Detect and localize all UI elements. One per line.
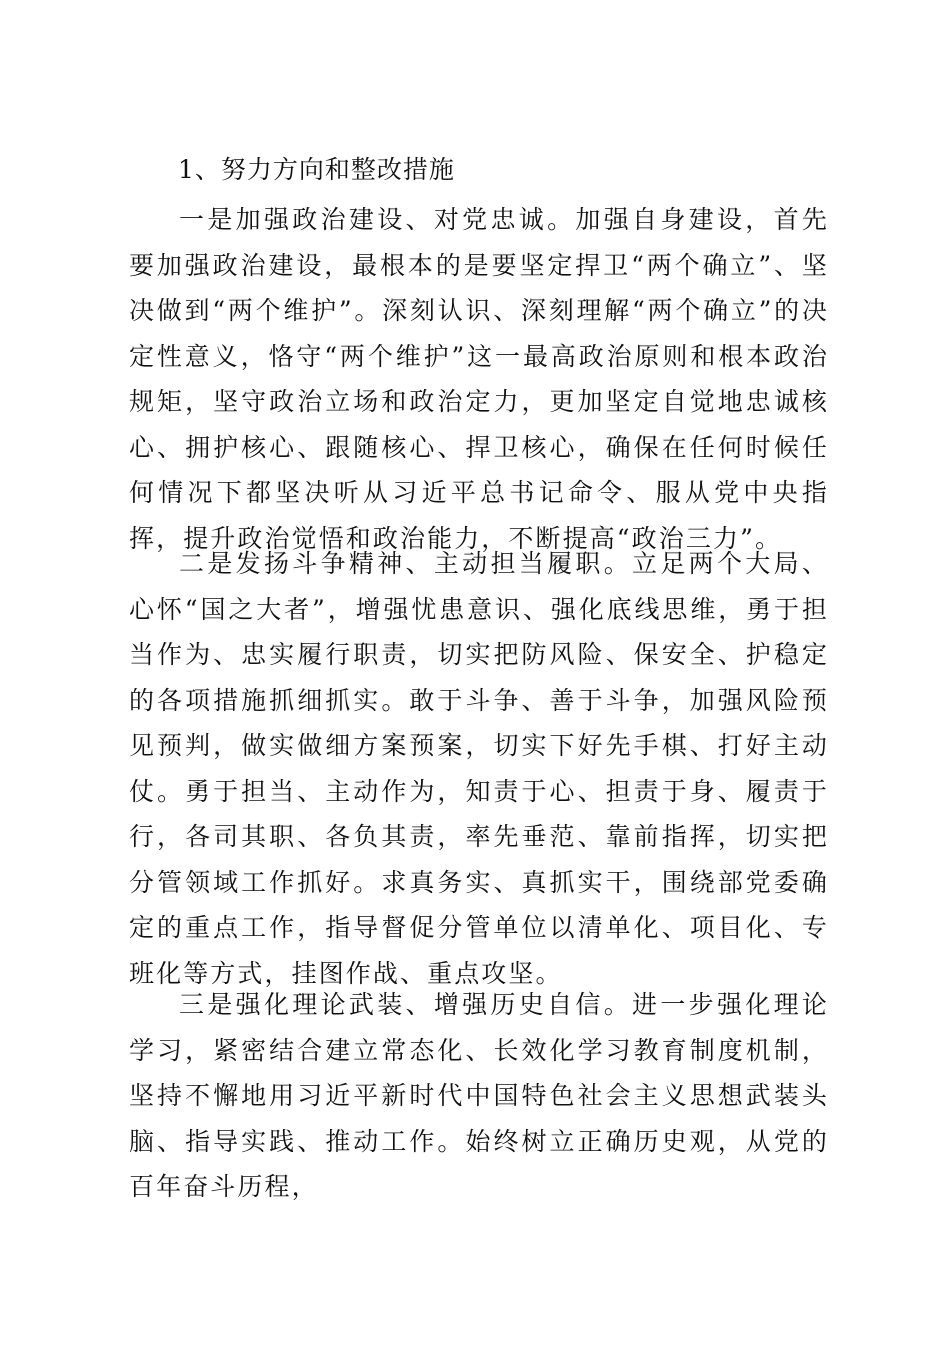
paragraph-theory-arming: 三是强化理论武装、增强历史自信。进一步强化理论学习，紧密结合建立常态化、长效化学习教育制度机制，坚持不懈地用习近平新时代中国特色社会主义思想武装头脑、指导实践、推动工作。始终树立正确历史观，从党的百年奋斗历程， bbox=[129, 990, 829, 1201]
section-heading: 1、努力方向和整改措施 bbox=[178, 155, 455, 184]
paragraph-political-building: 一是加强政治建设、对党忠诚。加强自身建设，首先要加强政治建设，最根本的是要坚定捍卫“两个确立”、坚决做到“两个维护”。深刻认识、深刻理解“两个确立”的决定性意义，恪守“两个维护”这一最高政治原则和根本政治规矩，坚守政治立场和政治定力，更加坚定自觉地忠诚核心、拥护核心、跟随核心、捍卫核心，确保在任何时候任何情况下都坚决听从习近平总书记命令、服从党中央指挥，提升政治觉悟和政治能力，不断提高“政治三力”。 bbox=[129, 205, 829, 553]
paragraph-struggle-spirit: 二是发扬斗争精神、主动担当履职。立足两个大局、心怀“国之大者”，增强忧患意识、强化底线思维，勇于担当作为、忠实履行职责，切实把防风险、保安全、护稳定的各项措施抓细抓实。敢于斗争、善于斗争，加强风险预见预判，做实做细方案预案，切实下好先手棋、打好主动仗。勇于担当、主动作为，知责于心、担责于身、履责于行，各司其职、各负其责，率先垂范、靠前指挥，切实把分管领域工作抓好。求真务实、真抓实干，围绕部党委确定的重点工作，指导督促分管单位以清单化、项目化、专班化等方式，挂图作战、重点攻坚。 bbox=[129, 549, 829, 988]
